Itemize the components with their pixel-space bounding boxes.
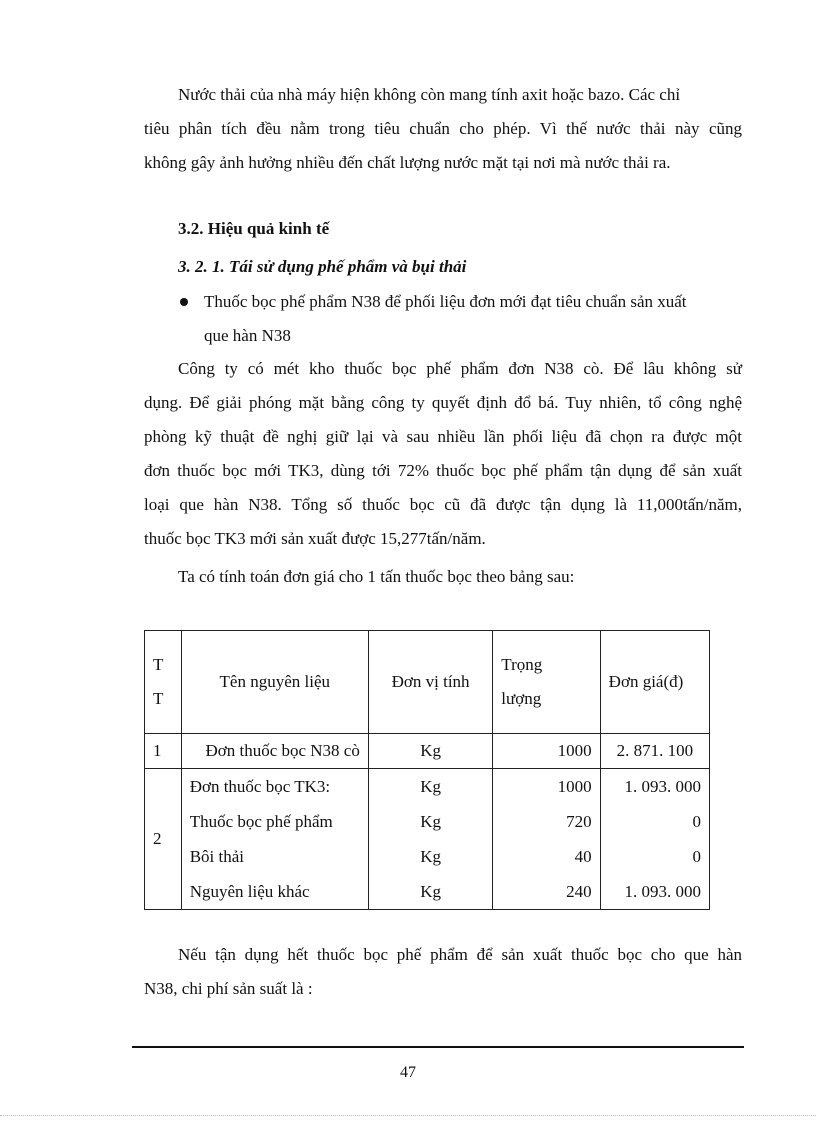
row2-item-weight: 720 — [566, 812, 592, 831]
footer-divider — [132, 1046, 744, 1048]
row1-weight: 1000 — [493, 734, 600, 769]
row1-price: 2. 871. 100 — [600, 734, 709, 769]
table-row — [145, 734, 710, 769]
paragraph-1-line-1: Nước thải của nhà máy hiện không còn mang tính axit hoặc bazo. Các chỉ — [178, 85, 681, 104]
header-material-name: Tên nguyên liệu — [181, 631, 368, 734]
row2-item-unit: Kg — [420, 847, 441, 866]
header-tt: T T — [145, 631, 182, 734]
row2-weights — [493, 769, 600, 910]
row2-prices — [600, 769, 709, 910]
bullet-line-2: que hàn N38 — [204, 326, 291, 345]
row1-tt: 1 — [145, 734, 182, 769]
row2-item-unit: Kg — [420, 882, 441, 901]
row1-name: Đơn thuốc bọc N38 cò — [181, 734, 368, 769]
paragraph-2-line-1: Công ty có mét kho thuốc bọc phế phẩm đơn N38 cò. Để lâu không sử — [178, 359, 742, 378]
cost-table — [144, 630, 710, 910]
row2-item-weight: 40 — [574, 847, 592, 866]
subsection-heading: 3. 2. 1. Tái sử dụng phế phẩm và bụi thải — [178, 257, 467, 276]
row2-tt: 2 — [145, 769, 182, 910]
paragraph-2-line-4: đơn thuốc bọc mới TK3, dùng tới 72% thuốc bọc phế phẩm tận dụng để sản xuất — [144, 461, 742, 480]
row2-item-weight: 1000 — [557, 777, 592, 796]
paragraph-1-line-2: tiêu phân tích đều nằm trong tiêu chuẩn cho phép. Vì thế nước thải này cũng — [144, 119, 742, 138]
row2-item-unit: Kg — [420, 812, 441, 831]
header-weight: Trọng lượng — [493, 631, 600, 734]
row2-item-name: Thuốc bọc phế phẩm — [189, 812, 333, 831]
paragraph-3: Ta có tính toán đơn giá cho 1 tấn thuốc bọc theo bảng sau: — [178, 567, 575, 586]
row1-unit: Kg — [368, 734, 492, 769]
paragraph-2-line-6: thuốc bọc TK3 mới sản xuất được 15,277tấn/năm. — [144, 529, 486, 548]
paragraph-2-line-3: phòng kỹ thuật đề nghị giữ lại và sau nhiều lần phối liệu đã chọn ra được một — [144, 427, 742, 446]
bullet-icon — [180, 298, 188, 306]
table-row — [145, 769, 710, 910]
row2-item-name: Nguyên liệu khác — [189, 882, 310, 901]
paragraph-2-line-2: dụng. Để giải phóng mặt bằng công ty quyết định đổ bá. Tuy nhiên, tổ công nghệ — [144, 393, 742, 412]
paragraph-1-line-3: không gây ảnh hưởng nhiều đến chất lượng nước mặt tại nơi mà nước thải ra. — [144, 153, 671, 172]
paragraph-2-line-5: loại que hàn N38. Tổng số thuốc bọc cũ đã được tận dụng là 11,000tấn/năm, — [144, 495, 742, 514]
row2-item-price: 1. 093. 000 — [624, 882, 701, 901]
row2-units — [368, 769, 492, 910]
table-header-row — [145, 631, 710, 734]
section-heading: 3.2. Hiệu quả kinh tế — [178, 219, 330, 238]
page-number: 47 — [400, 1064, 416, 1081]
row2-item-price: 0 — [692, 847, 701, 866]
header-unit: Đơn vị tính — [368, 631, 492, 734]
row2-item-name: Đơn thuốc bọc TK3: — [189, 777, 331, 796]
row2-item-weight: 240 — [566, 882, 592, 901]
page-edge-divider — [0, 1115, 816, 1116]
row2-item-price: 0 — [692, 812, 701, 831]
header-unit-price: Đơn giá(đ) — [600, 631, 709, 734]
row2-names — [181, 769, 368, 910]
row2-item-name: Bôi thải — [189, 847, 244, 866]
paragraph-4-line-2: N38, chi phí sản suất là : — [144, 979, 313, 998]
paragraph-4-line-1: Nếu tận dụng hết thuốc bọc phế phẩm để sản xuất thuốc bọc cho que hàn — [178, 945, 742, 964]
row2-item-unit: Kg — [420, 777, 441, 796]
bullet-line-1: Thuốc bọc phế phẩm N38 để phối liệu đơn mới đạt tiêu chuẩn sản xuất — [204, 292, 687, 311]
row2-item-price: 1. 093. 000 — [624, 777, 701, 796]
